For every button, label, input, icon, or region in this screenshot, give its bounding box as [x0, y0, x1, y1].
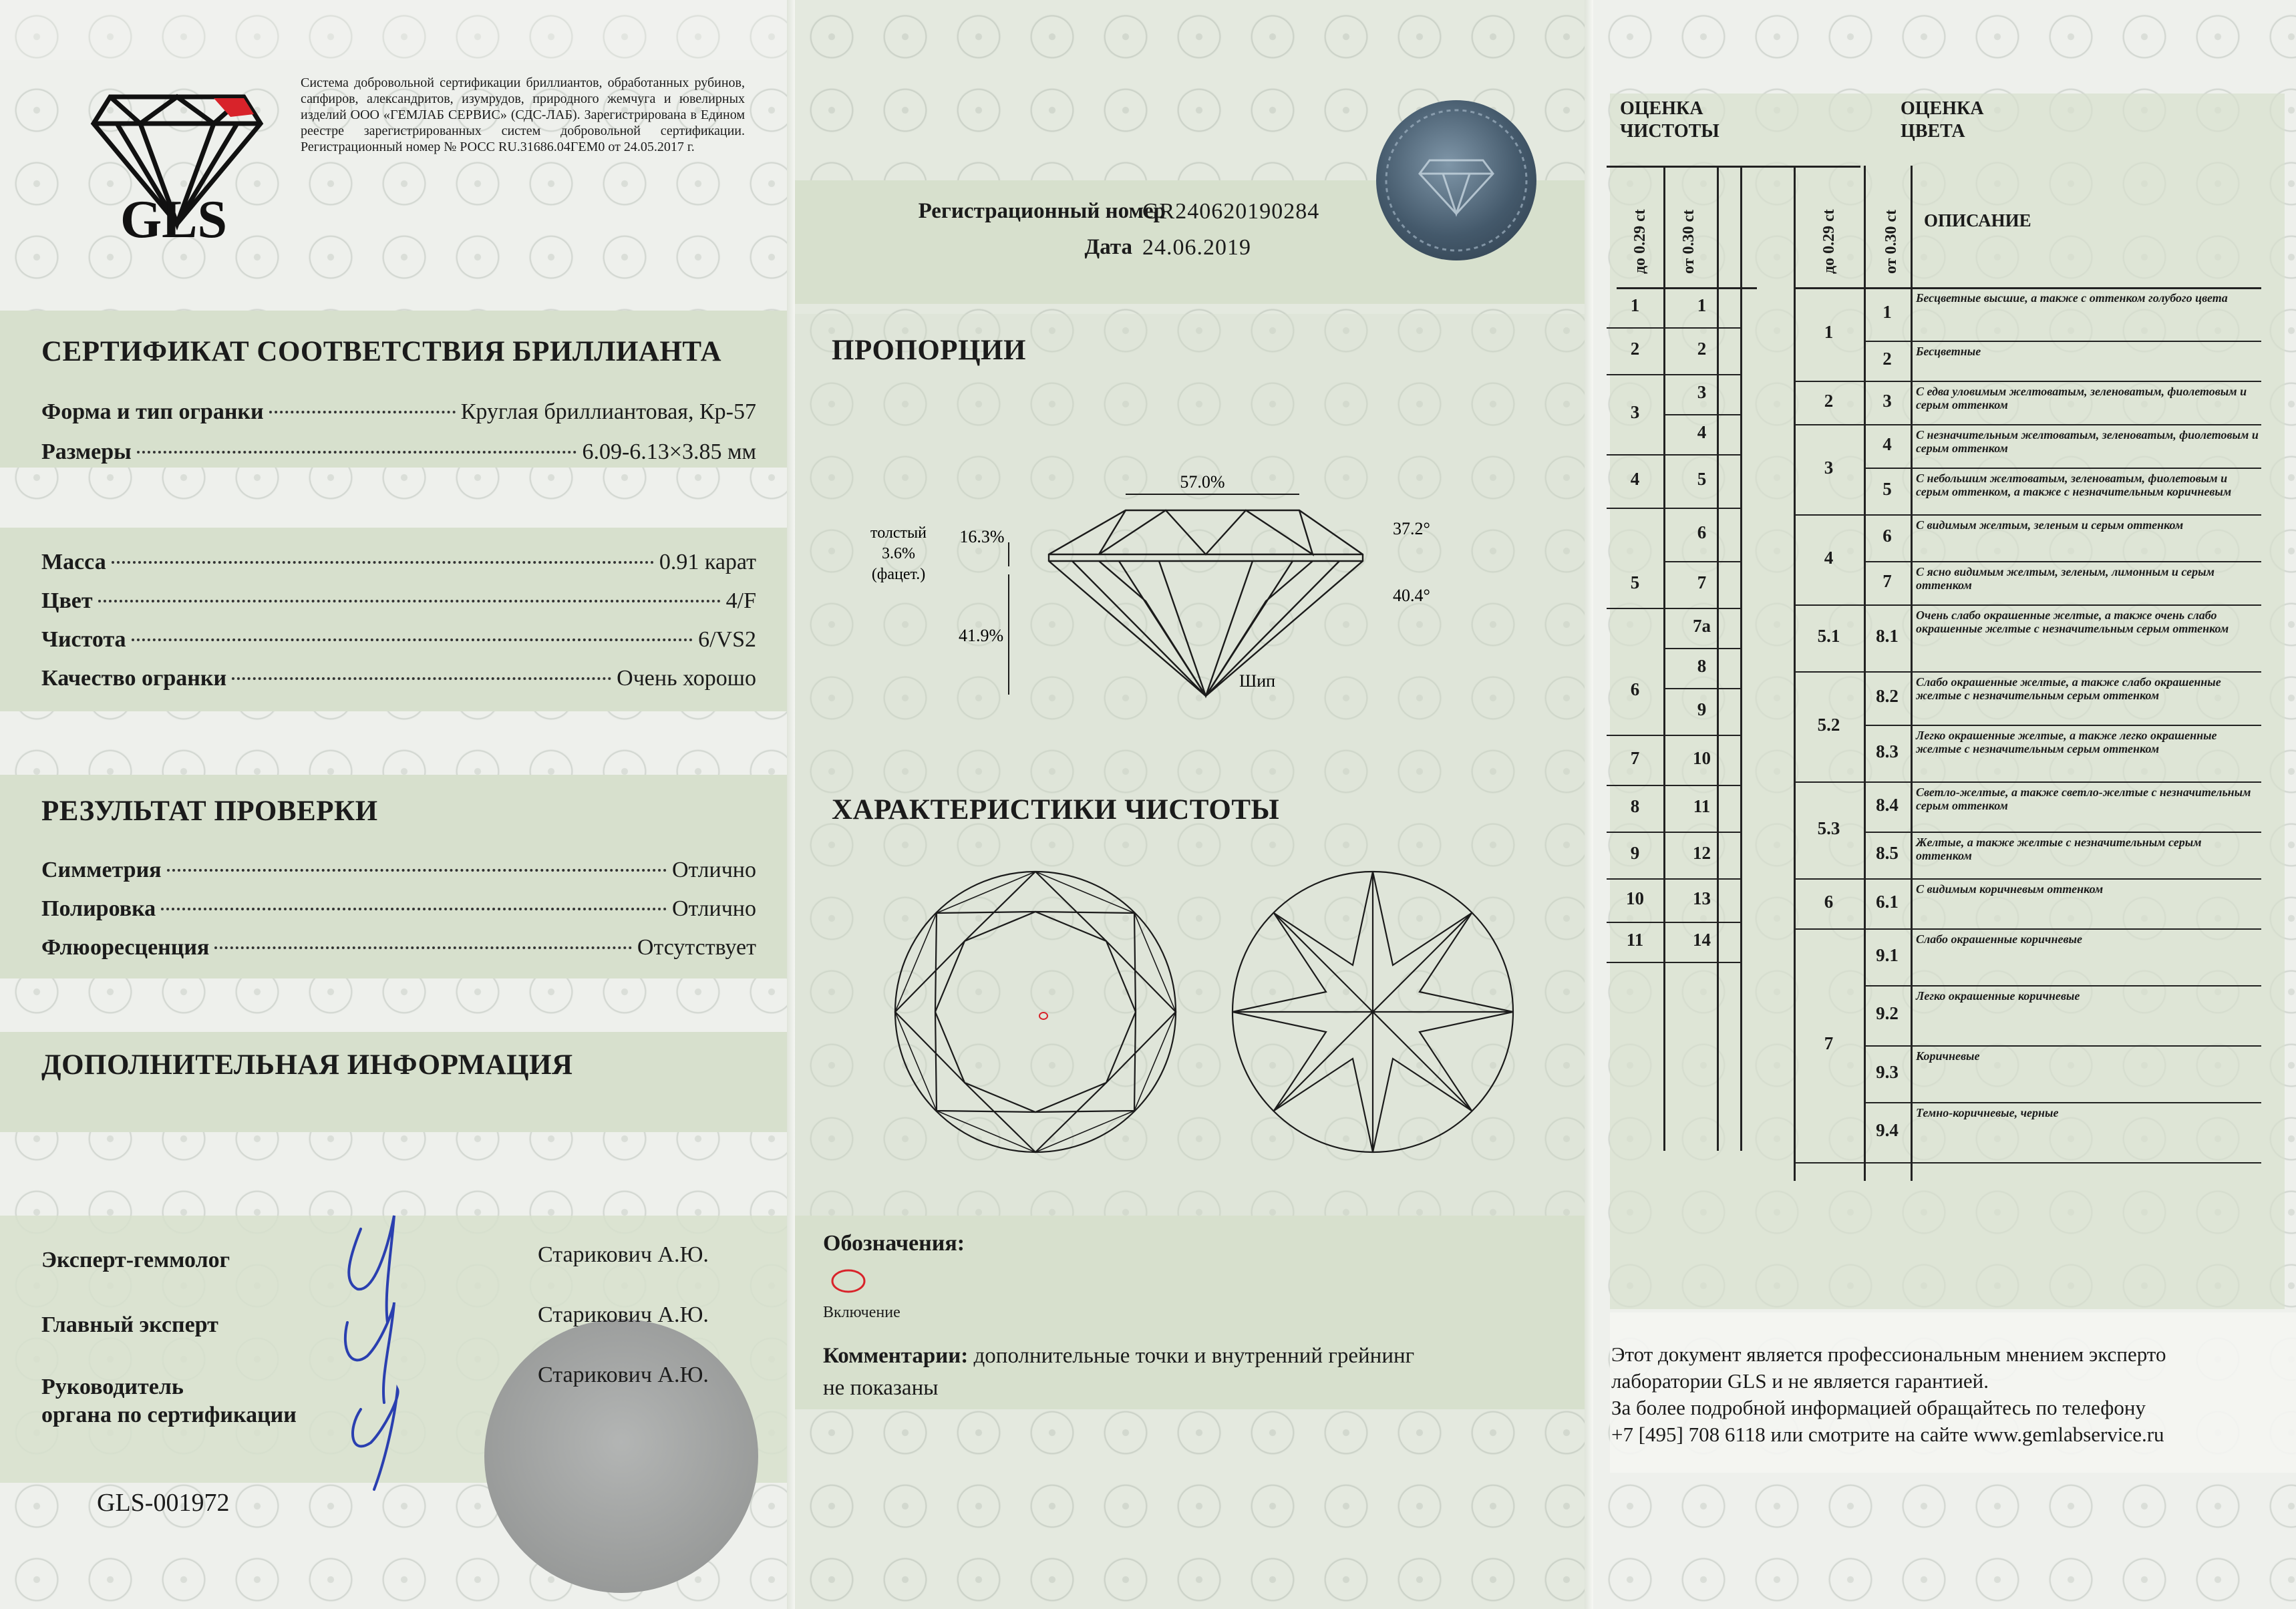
col-small-carat-label: до 0.29 ct [1631, 209, 1649, 274]
table-line [1794, 514, 1864, 516]
color-description: Бесцветные [1916, 345, 1981, 358]
row-clarity: Чистота 6/VS2 [41, 627, 756, 652]
result-title: РЕЗУЛЬТАТ ПРОВЕРКИ [41, 795, 378, 827]
clarity-large-value: 5 [1697, 469, 1707, 489]
reg-label: Регистрационный номер [918, 199, 1166, 223]
table-line [1864, 928, 2261, 930]
legend-title: Обозначения: [823, 1231, 965, 1256]
clarity-large-value: 9 [1697, 699, 1707, 719]
table-line [1864, 832, 2261, 833]
intro-text: Система добровольной сертификации бриллиантов, обработанных рубинов, сапфиров, александритов, изумрудов, природного жемчуга и ювелирных изделий ООО «ГЕМЛАБ СЕРВИС» (СДС-ЛАБ). Зарегистрирована в Едином реестре зарегистрированных систем добровольной сертификации. Регистрационный номер № РОСС RU.31686.04ГЕМ0 от 24.05.2017 г. [301, 75, 745, 154]
color-small-value: 1 [1824, 322, 1834, 342]
head-label-2: органа по сертификации [41, 1403, 297, 1427]
color-small-value: 3 [1824, 457, 1834, 478]
table-line [1794, 781, 1864, 783]
color-large-value: 1 [1882, 302, 1892, 322]
expert-label: Эксперт-геммолог [41, 1248, 230, 1272]
right-panel [1593, 0, 2296, 1609]
color-description: Слабо окрашенные коричневые [1916, 932, 2082, 946]
comments [823, 1344, 1414, 1369]
row-color: Цвет 4/F [41, 588, 756, 613]
date-value: 24.06.2019 [1142, 235, 1251, 260]
clarity-scale-heading: ОЦЕНКА ЧИСТОТЫ [1620, 98, 1719, 142]
footer-line-2: лаборатории GLS и не является гарантией. [1611, 1369, 1989, 1393]
color-small-value: 2 [1824, 390, 1834, 411]
color-description: С ясно видимым желтым, зеленым, лимонным и серым оттенком [1916, 565, 2215, 592]
table-line [1864, 468, 2261, 469]
crown-view-diagram [888, 865, 1182, 1159]
color-description: Коричневые [1916, 1049, 1980, 1063]
row-shape: Форма и тип огранки Круглая бриллиантовая, Кр-57 [41, 399, 756, 424]
comments-text-1: дополнительные точки и внутренний грейнинг [973, 1344, 1415, 1368]
row-fluorescence: Флюоресценция Отсутствует [41, 935, 756, 960]
clarity-large-value: 4 [1697, 422, 1707, 442]
table-line [1864, 1162, 2261, 1164]
svg-text:GLS: GLS [120, 190, 228, 244]
color-description: Желтые, а также желтые с незначительным серым оттенком [1916, 836, 2202, 862]
color-large-value: 2 [1882, 349, 1892, 369]
reg-value: GR240620190284 [1142, 199, 1320, 224]
color-col-large-label: от 0.30 ct [1882, 209, 1900, 274]
color-description: Темно-коричневые, черные [1916, 1106, 2059, 1119]
table-line [1794, 166, 1796, 1181]
table-line [1794, 287, 2261, 289]
comments-text-2: не показаны [823, 1376, 939, 1400]
col-large-carat-label: от 0.30 ct [1680, 209, 1697, 274]
clarity-large-value: 2 [1697, 339, 1707, 359]
color-small-value: 7 [1824, 1033, 1834, 1053]
clarity-large-value: 10 [1693, 747, 1711, 768]
color-description: Светло-желтые, а также светло-желтые с незначительным серым оттенком [1916, 785, 2251, 812]
color-col-small-label: до 0.29 ct [1820, 209, 1838, 274]
color-large-value: 9.4 [1876, 1120, 1899, 1140]
description-heading: ОПИСАНИЕ [1924, 210, 2031, 230]
table-line [1794, 1162, 1864, 1164]
clarity-large-value: 14 [1693, 930, 1711, 950]
svg-text:3.6%: 3.6% [882, 545, 915, 562]
svg-text:40.4°: 40.4° [1393, 586, 1430, 605]
head-name: Старикович А.Ю. [538, 1363, 709, 1387]
left-panel [0, 0, 795, 1609]
proportions-diagram [832, 468, 1500, 708]
table-line [1864, 1045, 2261, 1047]
clarity-small-value: 6 [1630, 679, 1640, 699]
seal-stamp [484, 1319, 758, 1593]
clarity-small-value: 3 [1630, 402, 1640, 422]
chief-label: Главный эксперт [41, 1312, 218, 1337]
table-line [1794, 671, 1864, 673]
clarity-large-value: 12 [1693, 843, 1711, 863]
row-size: Размеры 6.09-6.13×3.85 мм [41, 439, 756, 464]
gls-logo-icon [77, 70, 271, 244]
color-description: С незначительным желтоватым, зеленоватым, фиолетовым и серым оттенком [1916, 428, 2259, 455]
table-line [1911, 166, 1913, 1181]
color-large-value: 6.1 [1876, 891, 1899, 912]
signature-icon [321, 1189, 441, 1496]
color-description: Легко окрашенные коричневые [1916, 989, 2080, 1003]
table-line [1864, 1102, 2261, 1103]
clarity-large-value: 7 [1697, 572, 1707, 592]
clarity-large-value: 8 [1697, 656, 1707, 676]
table-line [1794, 424, 1864, 425]
clarity-large-value: 1 [1697, 295, 1707, 315]
color-large-value: 9.2 [1876, 1003, 1899, 1023]
row-polish: Полировка Отлично [41, 896, 756, 921]
table-line [1794, 878, 1864, 880]
table-line [1864, 781, 2261, 783]
color-description: Слабо окрашенные желтые, а также слабо окрашенные желтые с незначительным серым оттенком [1916, 675, 2221, 702]
head-label-1: Руководитель [41, 1375, 184, 1399]
row-symmetry: Симметрия Отлично [41, 858, 756, 882]
color-description: С небольшим желтоватым, зеленоватым, фиолетовым и серым оттенком, а также с незначительным коричневым [1916, 472, 2232, 498]
color-description: Очень слабо окрашенные желтые, а также очень слабо окрашенные желтые с незначительным серым оттенком [1916, 608, 2229, 635]
clarity-small-value: 1 [1630, 295, 1640, 315]
clarity-large-value: 11 [1693, 796, 1711, 816]
clarity-large-value: 13 [1693, 888, 1711, 908]
footer-line-4: +7 [495] 708 6118 или смотрите на сайте www.gemlabservice.ru [1611, 1423, 2164, 1446]
table-line [1864, 424, 2261, 425]
svg-text:Шип: Шип [1239, 671, 1276, 691]
color-description: С видимым коричневым оттенком [1916, 882, 2104, 896]
table-line [1864, 561, 2261, 562]
table-line [1864, 671, 2261, 673]
color-large-value: 8.3 [1876, 741, 1899, 761]
color-scale-heading: ОЦЕНКА ЦВЕТА [1901, 98, 1984, 142]
color-small-value: 4 [1824, 547, 1834, 568]
clarity-small-value: 5 [1630, 572, 1640, 592]
extra-info-title: ДОПОЛНИТЕЛЬНАЯ ИНФОРМАЦИЯ [41, 1049, 573, 1081]
clarity-small-value: 10 [1626, 888, 1644, 908]
table-line [1864, 985, 2261, 987]
color-large-value: 7 [1882, 570, 1892, 591]
svg-text:37.2°: 37.2° [1393, 519, 1430, 538]
color-description: Бесцветные высшие, а также с оттенком голубого цвета [1916, 291, 2228, 305]
svg-text:41.9%: 41.9% [959, 626, 1004, 645]
color-small-value: 6 [1824, 891, 1834, 912]
svg-text:толстый: толстый [870, 524, 927, 542]
color-large-value: 9.3 [1876, 1061, 1899, 1082]
inclusion-mark-icon [1039, 1013, 1047, 1019]
color-small-value: 5.3 [1817, 818, 1840, 838]
color-large-value: 6 [1882, 526, 1892, 546]
date-label: Дата [1084, 235, 1132, 259]
table-line [1864, 604, 2261, 606]
footer-line-3: За более подробной информацией обращайтесь по телефону [1611, 1396, 2146, 1419]
svg-text:(фацет.): (фацет.) [871, 566, 926, 583]
color-large-value: 8.4 [1876, 794, 1899, 815]
color-description: Легко окрашенные желтые, а также легко окрашенные желтые с незначительным серым оттенком [1916, 729, 2217, 755]
clarity-small-value: 7 [1630, 747, 1640, 768]
svg-text:57.0%: 57.0% [1180, 472, 1225, 492]
color-large-value: 3 [1882, 390, 1892, 411]
color-description: С видимым желтым, зеленым и серым оттенком [1916, 518, 2184, 532]
table-line [1794, 381, 1864, 382]
color-small-value: 5.2 [1817, 714, 1840, 735]
footer-line-1: Этот документ является профессиональным мнением эксперто [1611, 1343, 2166, 1366]
table-line [1864, 341, 2261, 342]
color-large-value: 8.1 [1876, 626, 1899, 646]
table-line [1794, 604, 1864, 606]
chief-name: Старикович А.Ю. [538, 1302, 709, 1327]
color-large-value: 8.5 [1876, 843, 1899, 863]
clarity-large-value: 7a [1693, 616, 1711, 636]
color-large-value: 4 [1882, 433, 1892, 454]
table-line [1864, 514, 2261, 516]
clarity-small-value: 4 [1630, 469, 1640, 489]
table-line [1794, 928, 1864, 930]
color-small-value: 5.1 [1817, 626, 1840, 646]
hologram-diamond-icon [1376, 100, 1536, 260]
table-line [1864, 725, 2261, 726]
legend-item: Включение [823, 1304, 900, 1321]
clarity-small-value: 9 [1630, 843, 1640, 863]
clarity-large-value: 3 [1697, 382, 1707, 402]
table-line [1864, 381, 2261, 382]
pavilion-view-diagram [1226, 865, 1520, 1159]
certificate-code: GLS-001972 [97, 1489, 230, 1517]
color-large-value: 8.2 [1876, 686, 1899, 706]
middle-panel [795, 0, 1593, 1609]
comments-label: Комментарии: [823, 1344, 969, 1368]
color-description: С едва уловимым желтоватым, зеленоватым, фиолетовым и серым оттенком [1916, 385, 2247, 411]
color-large-value: 5 [1882, 479, 1892, 499]
hologram-seal [1376, 100, 1536, 260]
table-line [1864, 878, 2261, 880]
row-cut: Качество огранки Очень хорошо [41, 666, 756, 691]
clarity-large-value: 6 [1697, 522, 1707, 542]
proportions-title: ПРОПОРЦИИ [832, 335, 1026, 366]
inclusion-legend-icon [830, 1268, 867, 1294]
color-large-value: 9.1 [1876, 944, 1899, 965]
row-mass: Масса 0.91 карат [41, 550, 756, 574]
expert-name: Старикович А.Ю. [538, 1242, 709, 1267]
clarity-small-value: 2 [1630, 339, 1640, 359]
clarity-small-value: 8 [1630, 796, 1640, 816]
clarity-small-value: 11 [1626, 930, 1644, 950]
svg-text:16.3%: 16.3% [959, 527, 1005, 546]
certificate-title: СЕРТИФИКАТ СООТВЕТСТВИЯ БРИЛЛИАНТА [41, 336, 722, 367]
clarity-title: ХАРАКТЕРИСТИКИ ЧИСТОТЫ [832, 794, 1280, 826]
